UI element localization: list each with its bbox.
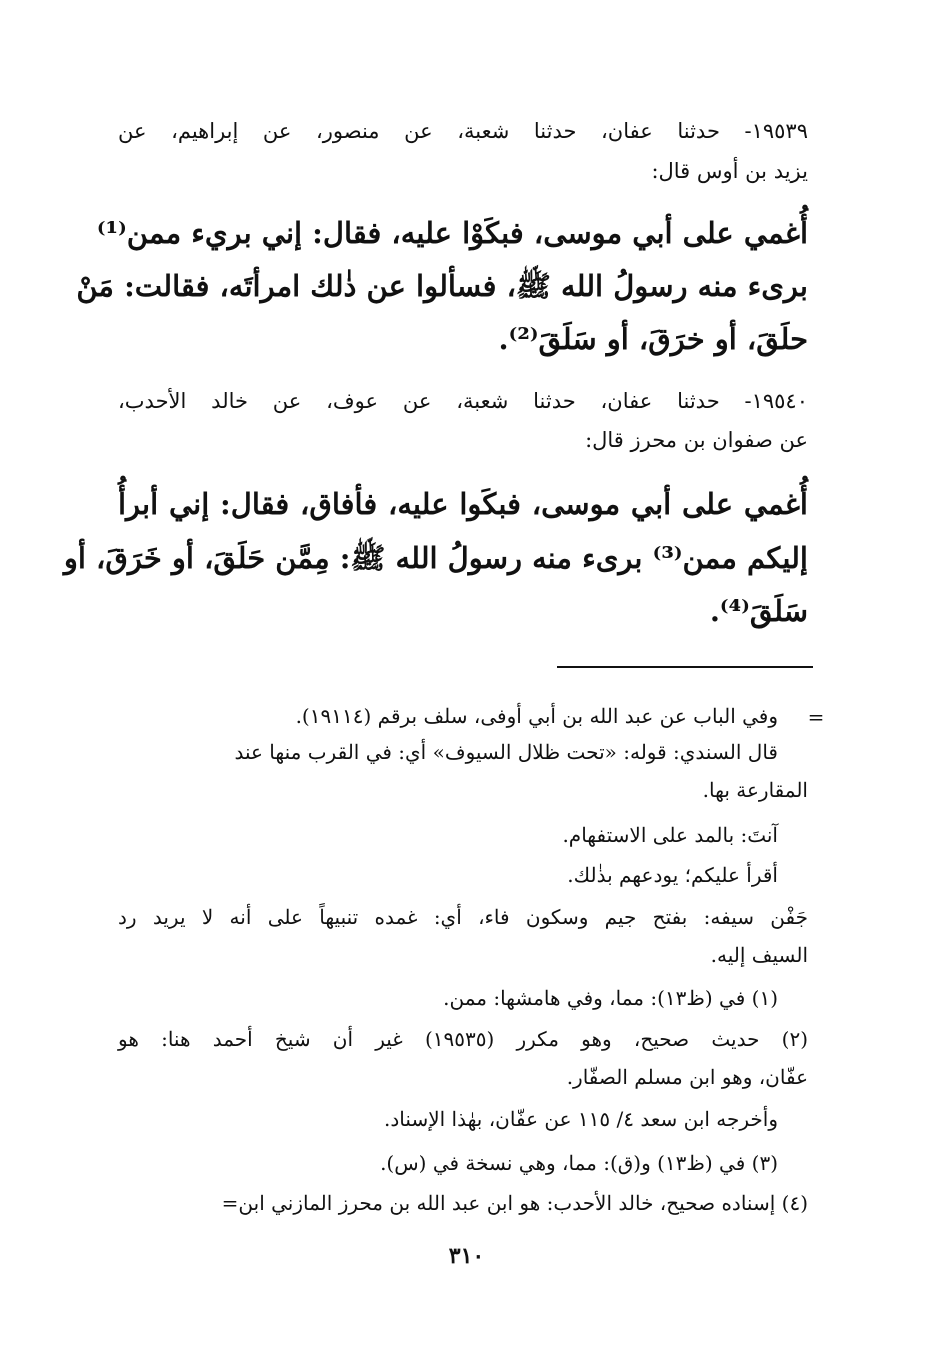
hadith-19539-header-line-2: يزيد بن أوس قال: xyxy=(651,159,808,183)
hadith-19539-header-line-1: ١٩٥٣٩- حدثنا عفان، حدثنا شعبة، عن منصور، عن إبراهيم، عن xyxy=(118,119,808,143)
footnote-2-line-2: عفّان، وهو ابن مسلم الصفّار. xyxy=(566,1065,808,1089)
hadith-19539-text-line-2: برىء منه رسولُ الله ﷺ، فسألوا عن ذٰلك امرأتَه، فقالت: مَنْ xyxy=(76,269,808,303)
hadith-19539-text-line-1: أُغمي على أبي موسى، فبكَوْا عليه، فقال: إني بريء ممن⁽¹⁾ xyxy=(96,216,808,250)
hadith-19540-header-line-1: ١٩٥٤٠- حدثنا عفان، حدثنا شعبة، عن عوف، عن خالد الأحدب، xyxy=(118,389,808,413)
footnote-3: (٣) في (ظ١٣) و(ق): مما، وهي نسخة في (س). xyxy=(380,1151,778,1175)
hadith-19540-text-line-1: أُغمي على أبي موسى، فبكَوا عليه، فأفاق، فقال: إني أبرأُ xyxy=(118,487,808,521)
footnote-line-5: أقرأ عليكم؛ يودعهم بذٰلك. xyxy=(567,863,778,887)
footnote-line-1: وفي الباب عن عبد الله بن أبي أوفى، سلف برقم (١٩١١٤). xyxy=(295,704,778,728)
footnote-2-line-3: وأخرجه ابن سعد ٤/ ١١٥ عن عفّان، بهٰذا الإسناد. xyxy=(384,1107,778,1131)
hadith-19540-header-line-2: عن صفوان بن محرز قال: xyxy=(585,428,808,452)
footnote-line-7: السيف إليه. xyxy=(710,943,808,967)
footnote-2-line-1: (٢) حديث صحيح، وهو مكرر (١٩٥٣٥) غير أن شيخ أحمد هنا: هو xyxy=(118,1027,808,1051)
hadith-19540-text-line-3: سَلَقَ⁽⁴⁾. xyxy=(709,594,808,628)
page-number: ٣١٠ xyxy=(448,1243,485,1269)
continuation-mark: = xyxy=(807,705,825,729)
footnote-line-2: قال السندي: قوله: «تحت ظلال السيوف» أي: في القرب منها عند xyxy=(234,740,778,764)
footnote-separator xyxy=(557,666,813,668)
footnote-line-3: المقارعة بها. xyxy=(702,778,808,802)
footnote-line-6: جَفْن سيفه: بفتح جيم وسكون فاء، أي: غمده تنبيهاً على أنه لا يريد رد xyxy=(118,905,808,929)
footnote-1: (١) في (ظ١٣): مما، وفي هامشها: ممن. xyxy=(443,986,778,1010)
footnote-4: (٤) إسناده صحيح، خالد الأحدب: هو ابن عبد الله بن محرز المازني ابن= xyxy=(221,1191,808,1215)
footnote-line-4: آنتَ: بالمد على الاستفهام. xyxy=(562,823,778,847)
hadith-19539-text-line-3: حلَقَ، أو خرَقَ، أو سَلَقَ⁽²⁾. xyxy=(498,322,808,356)
hadith-19540-text-line-2: إليكم ممن⁽³⁾ برىء منه رسولُ الله ﷺ: مِمَّن حَلَقَ، أو خَرَقَ، أو xyxy=(63,541,808,575)
